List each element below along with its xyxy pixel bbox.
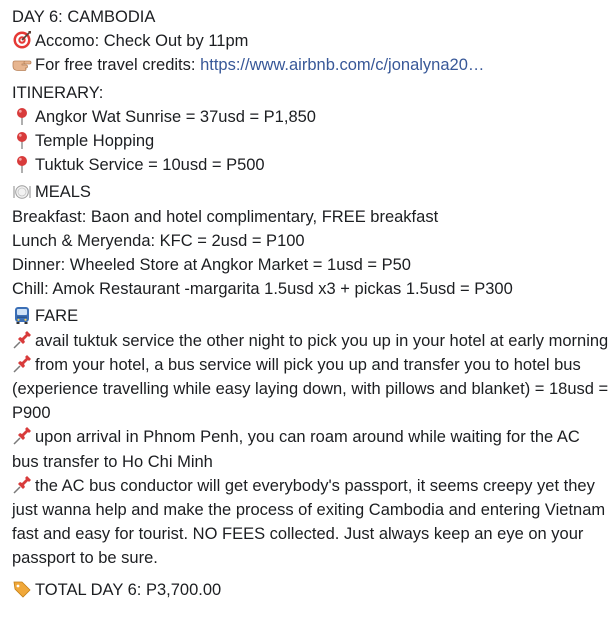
round-pushpin-icon [12, 106, 32, 126]
fare-item-text: avail tuktuk service the other night to pick you up in your hotel at early morning [35, 331, 609, 350]
itinerary-item [12, 105, 615, 129]
fare-item [12, 353, 610, 426]
meal-item: Chill: Amok Restaurant -margarita 1.5usd x3 + pickas 1.5usd = P300 [12, 280, 513, 299]
pushpin-icon [12, 330, 32, 350]
total-line [12, 578, 615, 602]
meal-item: Lunch & Meryenda: KFC = 2usd = P100 [12, 231, 305, 250]
pushpin-icon [12, 354, 32, 374]
fare-item-text: upon arrival in Phnom Penh, you can roam around while waiting for the AC bus transfer to Ho Chi Minh [12, 428, 580, 471]
credits-label: For free travel credits: [35, 56, 201, 75]
bus-icon [12, 305, 32, 325]
itinerary-item-text: Temple Hopping [35, 132, 155, 151]
meal-item: Breakfast: Baon and hotel complimentary, FREE breakfast [12, 207, 439, 226]
total-text: TOTAL DAY 6: P3,700.00 [35, 580, 222, 599]
target-icon [12, 30, 32, 50]
itinerary-item [12, 153, 615, 177]
day-heading: DAY 6: CAMBODIA [12, 8, 156, 26]
fare-item [12, 329, 610, 353]
fare-item [12, 474, 610, 571]
pushpin-icon [12, 475, 32, 495]
meal-item: Dinner: Wheeled Store at Angkor Market = 1usd = P50 [12, 256, 411, 275]
label-tag-icon [12, 579, 32, 599]
fare-heading [12, 304, 615, 328]
pushpin-icon [12, 426, 32, 446]
round-pushpin-icon [12, 154, 32, 174]
pointing-hand-icon [12, 54, 32, 74]
fare-item-text: the AC bus conductor will get everybody's passport, it seems creepy yet they just wanna help and make the process of exiting Cambodia and entering Vietnam fast and easy for tourist. NO FEES collected. Just always keep an eye on your passport to be sure. [12, 476, 606, 568]
accomo-text: Accomo: Check Out by 11pm [35, 32, 249, 51]
meals-heading [12, 180, 615, 204]
accomo-line [12, 29, 615, 53]
meals-heading-text: MEALS [35, 183, 91, 202]
itinerary-item-text: Angkor Wat Sunrise = 37usd = P1,850 [35, 107, 316, 126]
fare-item [12, 425, 610, 473]
plate-icon [12, 181, 32, 201]
itinerary-heading: ITINERARY: [12, 83, 104, 102]
credits-line [12, 53, 615, 77]
fare-item-text: from your hotel, a bus service will pick you up and transfer you to hotel bus (experience travelling while easy laying down, with pillows and blanket) = 18usd = P900 [12, 355, 609, 423]
itinerary-item [12, 129, 615, 153]
airbnb-referral-link[interactable]: https://www.airbnb.com/c/jonalyna20… [200, 56, 485, 75]
round-pushpin-icon [12, 130, 32, 150]
fare-heading-text: FARE [35, 307, 79, 326]
itinerary-item-text: Tuktuk Service = 10usd = P500 [35, 156, 265, 175]
